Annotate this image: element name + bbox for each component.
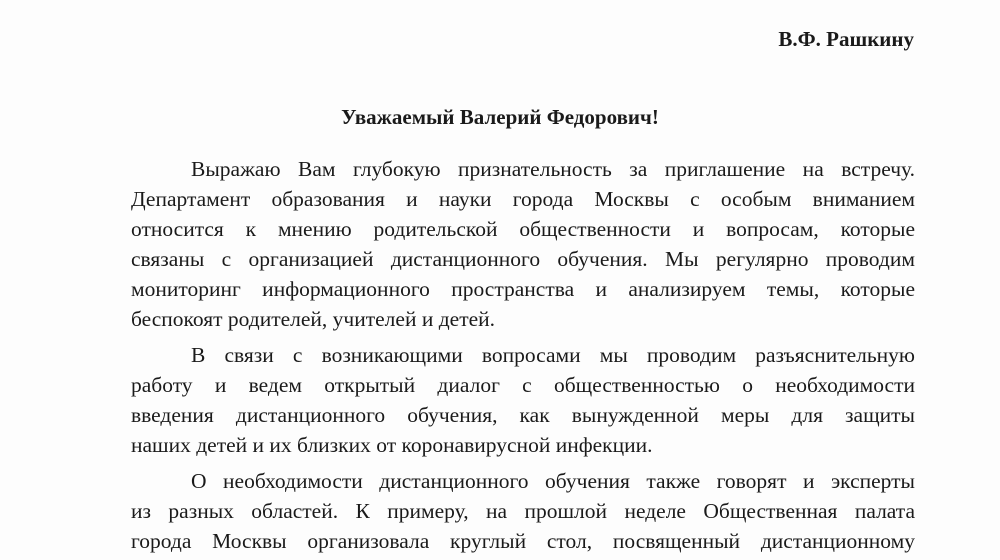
text-line: В связи с возникающими вопросами мы проводим разъяснительную <box>191 343 915 367</box>
text-line: О необходимости дистанционного обучения также говорят и эксперты <box>191 469 915 493</box>
salutation: Уважаемый Валерий Федорович! <box>341 105 659 129</box>
text-line: введения дистанционного обучения, как вынужденной меры для защиты <box>131 403 915 427</box>
text-line: наших детей и их близких от коронавирусной инфекции. <box>131 433 653 457</box>
addressee: В.Ф. Рашкину <box>778 27 914 51</box>
text-line: города Москвы организовала круглый стол, посвященный дистанционному <box>131 529 915 553</box>
letter-body <box>131 154 915 560</box>
text-line: из разных областей. К примеру, на прошлой неделе Общественная палата <box>131 499 915 523</box>
text-line: мониторинг информационного пространства и анализируем темы, которые <box>131 277 915 301</box>
text-line: беспокоят родителей, учителей и детей. <box>131 307 496 331</box>
text-line: относится к мнению родительской общественности и вопросам, которые <box>131 217 915 241</box>
paragraph-1 <box>131 154 915 334</box>
text-line: Департамент образования и науки города Москвы с особым вниманием <box>131 187 915 211</box>
text-line: Выражаю Вам глубокую признательность за приглашение на встречу. <box>191 157 915 181</box>
paragraph-3 <box>131 466 915 556</box>
text-line: работу и ведем открытый диалог с общественностью о необходимости <box>131 373 915 397</box>
text-line: связаны с организацией дистанционного обучения. Мы регулярно проводим <box>131 247 915 271</box>
paragraph-2 <box>131 340 915 460</box>
